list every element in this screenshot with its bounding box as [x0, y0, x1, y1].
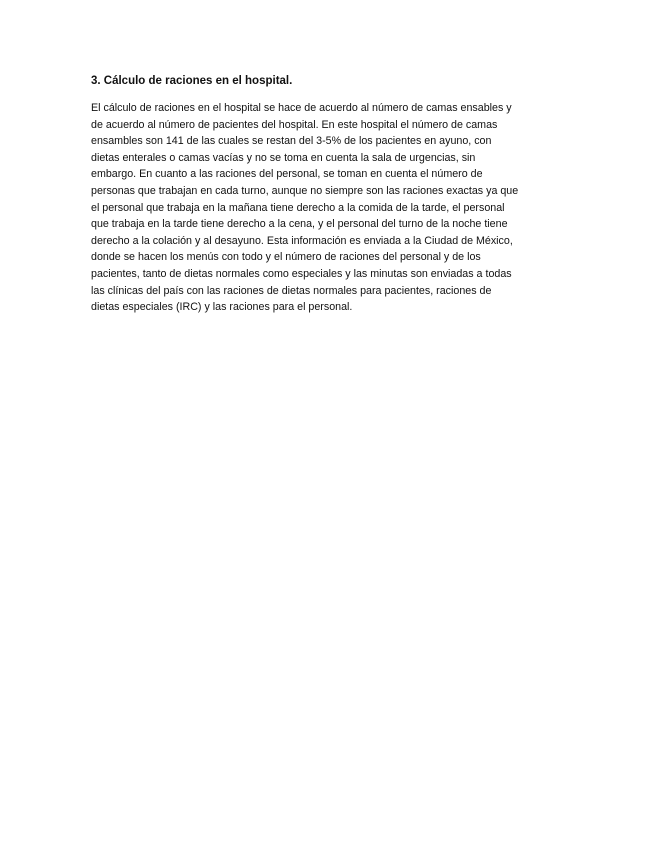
paragraph-line: dietas enterales o camas vacías y no se toma en cuenta la sala de urgencias, sin: [91, 151, 476, 164]
paragraph-line: dietas especiales (IRC) y las raciones para el personal.: [91, 301, 353, 314]
section-paragraph: [91, 100, 569, 316]
paragraph-line: el personal que trabaja en la mañana tiene derecho a la comida de la tarde, el personal: [91, 201, 505, 214]
section-heading: 3. Cálculo de raciones en el hospital.: [91, 75, 293, 87]
paragraph-line: ensambles son 141 de las cuales se restan del 3-5% de los pacientes en ayuno, con: [91, 135, 492, 148]
paragraph-line: personas que trabajan en cada turno, aunque no siempre son las raciones exactas ya que: [91, 184, 519, 197]
paragraph-line: embargo. En cuanto a las raciones del personal, se toman en cuenta el número de: [91, 168, 483, 181]
paragraph-line: de acuerdo al número de pacientes del hospital. En este hospital el número de camas: [91, 118, 498, 131]
paragraph-line: donde se hacen los menús con todo y el número de raciones del personal y de los: [91, 251, 481, 264]
paragraph-line: derecho a la colación y al desayuno. Esta información es enviada a la Ciudad de México,: [91, 234, 513, 247]
paragraph-line: pacientes, tanto de dietas normales como especiales y las minutas son enviadas a todas: [91, 267, 512, 280]
paragraph-line: las clínicas del país con las raciones de dietas normales para pacientes, raciones de: [91, 284, 492, 297]
paragraph-line: que trabaja en la tarde tiene derecho a la cena, y el personal del turno de la noche tiene: [91, 218, 508, 231]
paragraph-line: El cálculo de raciones en el hospital se hace de acuerdo al número de camas ensables y: [91, 102, 512, 114]
section-content: [91, 73, 569, 316]
